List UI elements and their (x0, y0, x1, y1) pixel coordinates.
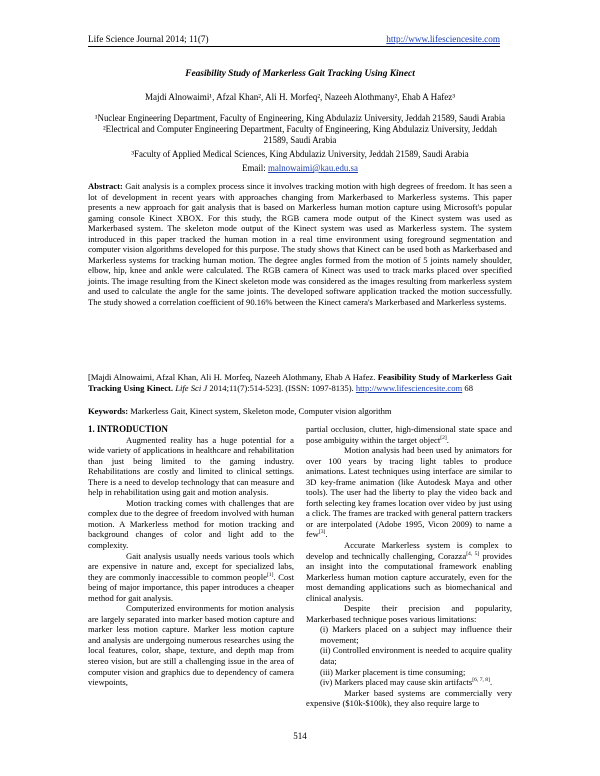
affiliation-2: ²Electrical and Computer Engineering Department, Faculty of Engineering, King Abdulaziz University, Jeddah 21589, Saudi Arabia (103, 124, 497, 145)
page-number: 514 (293, 731, 307, 741)
abstract (88, 181, 512, 307)
paragraph: Computerized environments for motion analysis are largely separated into marker based motion capture and marker less motion capture. Marker less motion capture and analysis are undergoing numerous researches using the local features, color, shape, texture, and depth map from stereo vision, but are still a challenging issue in the area of computer vision and graphics due to dependency of camera viewpoints, (88, 603, 294, 688)
reference-marker: [6, 7, 8] (472, 677, 490, 684)
paragraph-text: provides an insight into the computational framework enabling Markerless human motion capture accurately, even for the most demanding applications such as biomechanical and clinical analysis. (306, 550, 512, 603)
paragraph: Motion tracking comes with challenges that are complex due to the degree of freedom involved with human motion. A Markerless method for motion tracking and background changes of color and light add to the complexity. (88, 497, 294, 551)
paragraph (306, 424, 512, 445)
section-heading: 1. INTRODUCTION (88, 424, 168, 434)
contact-email (88, 163, 512, 173)
paragraph-text: partial occlusion, clutter, high-dimensional state space and pose ambiguity within the target object (306, 424, 512, 445)
paragraph (88, 551, 294, 604)
citation-details: 2014;11(7):514-523]. (ISSN: 1097-8135). (209, 382, 354, 393)
keywords-text: Markerless Gait, Kinect system, Skeleton mode, Computer vision algorithm (130, 406, 392, 416)
paragraph-text: . (325, 529, 328, 540)
journal-name: Life Science Journal 2014; 11(7) (88, 34, 209, 44)
citation-number: 68 (464, 382, 473, 393)
paragraph-text: . Cost being of major importance, this paper introduces a cheaper method for gait analysis. (88, 571, 294, 603)
paragraph-text: . (446, 434, 449, 445)
citation-title: Feasibility Study of Markerless Gait Tracking Using Kinect. (88, 372, 512, 393)
reference-marker: [1] (266, 571, 274, 578)
paragraph: Marker based systems are commercially very expensive ($10k-$100k), they also require large to (306, 687, 512, 709)
list-item-text: (iv) Markers placed may cause skin artifacts (320, 677, 473, 688)
reference-marker: [2] (440, 434, 447, 441)
paragraph: Augmented reality has a huge potential for a wide variety of applications in healthcare and rehabilitation than just being limited to the gaming industry. Rehabilitations are costly and limited to clinical settings. There is a need to develop technology that can measure and help in rehabilitation using gait and motion analysis. (88, 434, 294, 498)
citation-url-link[interactable]: http://www.lifesciencesite.com (355, 382, 463, 393)
body-column-right (306, 424, 512, 709)
list-item-text: . (489, 677, 493, 688)
citation-journal: Life Sci J (175, 382, 208, 393)
author-list: Majdi Alnowaimi¹, Afzal Khan², Ali H. Morfeq², Nazeeh Alothmany², Ehab A Hafez³ (144, 92, 456, 102)
citation-authors: [Majdi Alnowaimi, Afzal Khan, Ali H. Morfeq, Nazeeh Alothmany, Ehab A Hafez. (88, 372, 376, 382)
email-link[interactable]: malnowaimi@kau.edu.sa (267, 163, 358, 173)
affiliation-3: ³Faculty of Applied Medical Sciences, King Abdulaziz University, Jeddah 21589, Saudi Arabia (131, 149, 469, 159)
paragraph (306, 445, 512, 540)
list-item (320, 677, 512, 688)
keywords (88, 406, 512, 416)
list-item: (ii) Controlled environment is needed to acquire quality data; (320, 645, 512, 667)
limitations-list (306, 624, 512, 687)
paragraph (306, 540, 512, 603)
keywords-label: Keywords: (88, 406, 129, 416)
paper-title: Feasibility Study of Markerless Gait Tracking Using Kinect (185, 69, 415, 79)
paragraph-text: Gait analysis usually needs various tools which are expensive in nature and, except for specialized labs, they are commonly inaccessible to common people (88, 550, 294, 582)
reference-marker: [4, 5] (466, 550, 480, 557)
abstract-label: Abstract: (88, 181, 123, 191)
journal-url-link[interactable]: http://www.lifesciencesite.com (386, 34, 500, 44)
citation (88, 372, 512, 394)
header-divider (88, 46, 500, 47)
list-item: (iii) Marker placement is time consuming; (320, 666, 466, 677)
body-column-left (88, 424, 294, 688)
list-item: (i) Markers placed on a subject may influence their movement; (320, 624, 512, 645)
paragraph-text: Motion analysis had been used by animators for over 100 years by tracing light tables to produce animations. Latest techniques using interface are similar to 3D key-frame animation (like Autodesk Maya and other tools). The user had the liberty to play the video back and forth selecting key frames location over video by just using a click. The frames are tracked with general pattern trackers or are interpolated (Adobe 1995, Vicon 2009) to name a few (306, 445, 512, 540)
affiliation-1: ¹Nuclear Engineering Department, Faculty of Engineering, King Abdulaziz University, Jeddah 21589, Saudi Arabia (94, 113, 506, 123)
paragraph-text: Accurate Markerless system is complex to develop and technically challenging, Corazza (306, 540, 512, 561)
reference-marker: [3] (318, 529, 326, 536)
abstract-text: Gait analysis is a complex process since it involves tracking motion with high degrees of freedom. It has seen a lot of development in recent years with approaches changing from Markerbased to Markerless systems. This paper presents a new approach for gait analysis that is based on Markerless human motion capture using Microsoft's popular gaming console Kinect XBOX. For this study, the RGB camera mode output of the Kinect system was used as Markerbased system. The skeleton mode output of the Kinect system was used as Markerless system. The system introduced in this paper tracked the human motion in a real time environment using foreground segmentation and computer vision algorithms developed for this purpose. The study shows that Kinect can be used both as Markerbased and Markerless systems for tracking human motion. The degree angles formed from the motion of 5 joints namely shoulder, elbow, hip, knee and ankle were calculated. The RGB camera of Kinect was used to track marks placed over specified joints. The image resulting from the Kinect skeleton mode was considered as the images resulting from markerless system and used to calculate the angle for the same joints. The developed software application tracked the motion successfully. The study showed a correlation coefficient of 90.16% between the Kinect camera's Markerbased and Markerless systems. (88, 181, 512, 307)
paragraph: Despite their precision and popularity, Markerbased technique poses various limitations: (306, 603, 512, 624)
email-label: Email: (242, 163, 266, 173)
